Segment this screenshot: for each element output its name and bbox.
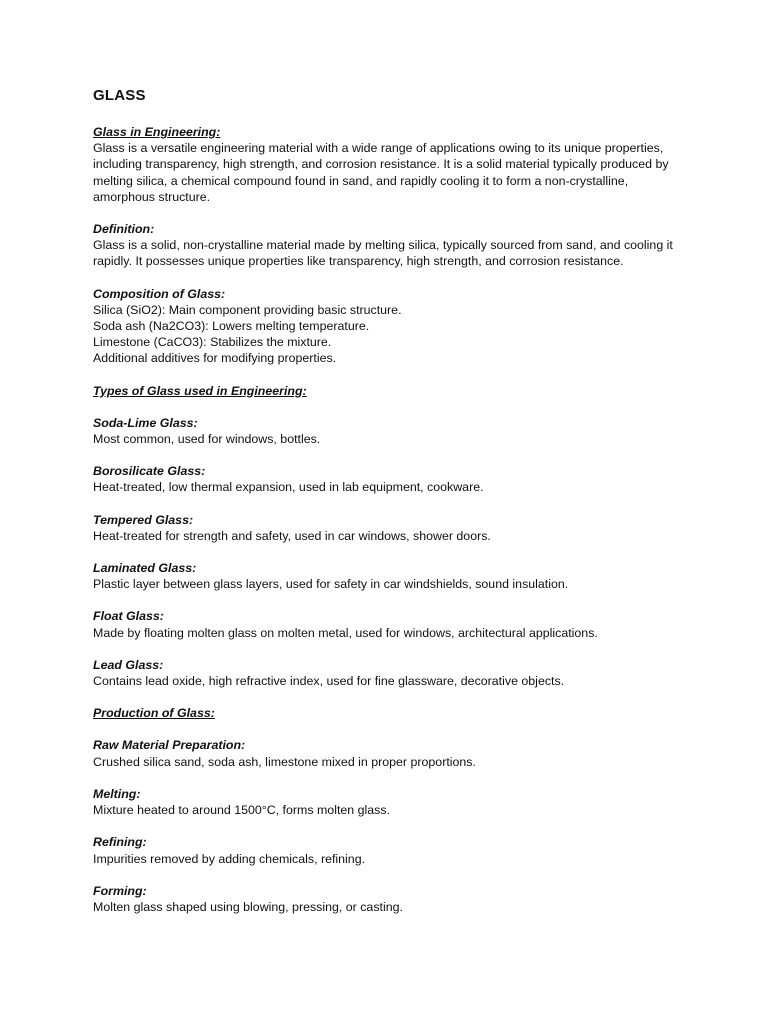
glass-type-item bbox=[93, 463, 683, 495]
glass-type-item bbox=[93, 608, 683, 640]
intro-heading: Glass in Engineering: bbox=[93, 125, 221, 139]
production-step-name: Melting: bbox=[93, 786, 141, 801]
glass-type-name: Soda-Lime Glass: bbox=[93, 415, 198, 430]
production-heading: Production of Glass: bbox=[93, 706, 215, 721]
glass-type-name: Lead Glass: bbox=[93, 657, 164, 672]
production-step-desc: Molten glass shaped using blowing, pressing, or casting. bbox=[93, 899, 403, 914]
production-step-name: Forming: bbox=[93, 883, 147, 898]
document-page bbox=[93, 86, 683, 931]
production-step-name: Refining: bbox=[93, 835, 147, 850]
glass-type-desc: Plastic layer between glass layers, used for safety in car windshields, sound insulation. bbox=[93, 577, 569, 592]
definition-heading: Definition: bbox=[93, 222, 155, 237]
glass-type-desc: Most common, used for windows, bottles. bbox=[93, 432, 321, 447]
glass-type-name: Tempered Glass: bbox=[93, 512, 194, 527]
types-heading: Types of Glass used in Engineering: bbox=[93, 383, 307, 398]
glass-type-desc: Contains lead oxide, high refractive index, used for fine glassware, decorative objects. bbox=[93, 674, 565, 689]
definition-text: Glass is a solid, non-crystalline material made by melting silica, typically sourced from sand, and cooling it rapidly. It possesses unique properties like transparency, high strength, and corrosion resistance. bbox=[93, 238, 673, 269]
production-step-name: Raw Material Preparation: bbox=[93, 738, 246, 753]
production-step-desc: Mixture heated to around 1500°C, forms molten glass. bbox=[93, 803, 390, 818]
glass-type-item bbox=[93, 657, 683, 689]
production-step-desc: Crushed silica sand, soda ash, limestone mixed in proper proportions. bbox=[93, 754, 476, 769]
production-step-item bbox=[93, 883, 683, 915]
production-step-item bbox=[93, 737, 683, 769]
document-title: GLASS bbox=[93, 87, 146, 104]
intro-text: Glass is a versatile engineering material with a wide range of applications owing to its unique properties, including transparency, high strength, and corrosion resistance. It is a solid material typically produced by melting silica, a chemical compound found in sand, and rapidly cooling it to form a non-crystalline, amorphous structure. bbox=[93, 141, 669, 204]
production-step-desc: Impurities removed by adding chemicals, refining. bbox=[93, 851, 366, 866]
definition-section bbox=[93, 221, 683, 270]
composition-heading: Composition of Glass: bbox=[93, 286, 226, 301]
glass-type-item bbox=[93, 415, 683, 447]
glass-type-name: Borosilicate Glass: bbox=[93, 464, 206, 479]
composition-line: Limestone (CaCO3): Stabilizes the mixture. bbox=[93, 335, 332, 350]
production-step-item bbox=[93, 786, 683, 818]
glass-type-desc: Heat-treated for strength and safety, used in car windows, shower doors. bbox=[93, 528, 491, 543]
glass-type-name: Float Glass: bbox=[93, 609, 164, 624]
glass-type-item bbox=[93, 512, 683, 544]
composition-line: Soda ash (Na2CO3): Lowers melting temperature. bbox=[93, 319, 370, 334]
composition-line: Additional additives for modifying properties. bbox=[93, 351, 337, 366]
intro-section bbox=[93, 124, 683, 205]
glass-type-item bbox=[93, 560, 683, 592]
composition-section bbox=[93, 286, 683, 367]
glass-type-desc: Made by floating molten glass on molten metal, used for windows, architectural applications. bbox=[93, 625, 598, 640]
glass-type-name: Laminated Glass: bbox=[93, 561, 197, 576]
composition-line: Silica (SiO2): Main component providing basic structure. bbox=[93, 302, 402, 317]
production-step-item bbox=[93, 834, 683, 866]
glass-type-desc: Heat-treated, low thermal expansion, used in lab equipment, cookware. bbox=[93, 480, 484, 495]
